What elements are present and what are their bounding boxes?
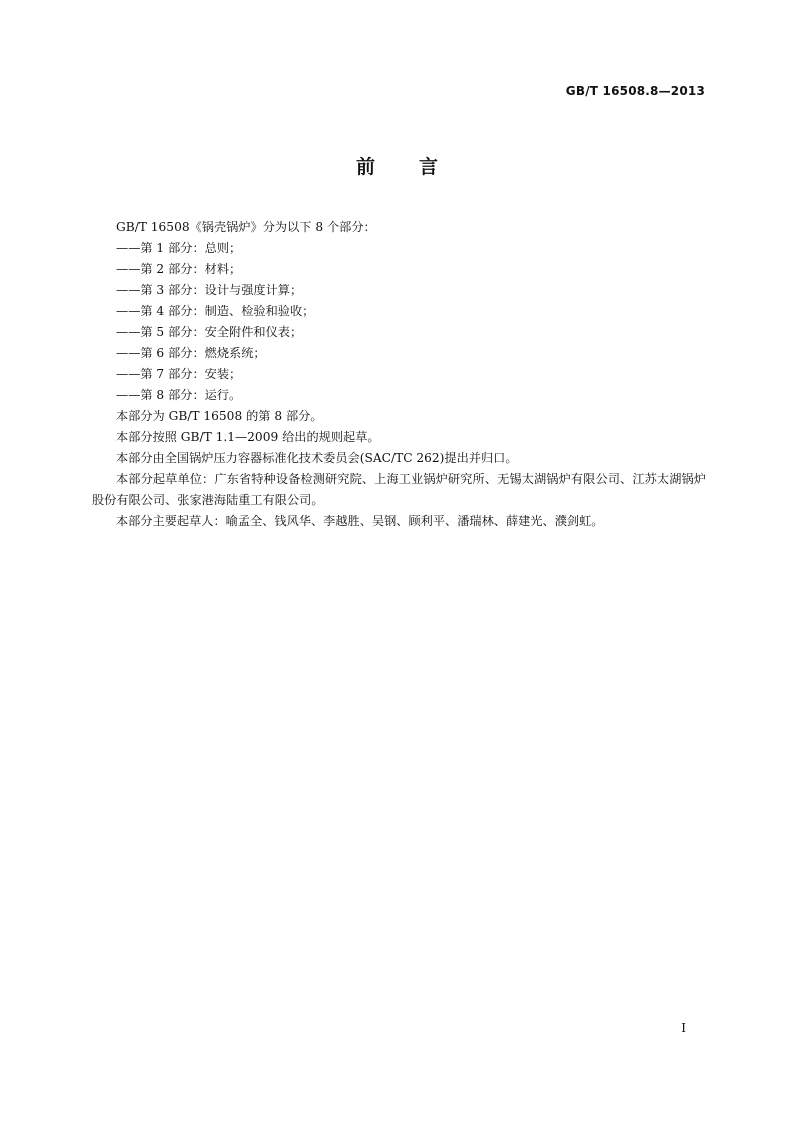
page-number: I bbox=[681, 1021, 686, 1035]
proposed-by-paragraph: 本部分由全国锅炉压力容器标准化技术委员会(SAC/TC 262)提出并归口。 bbox=[116, 451, 518, 465]
scope-paragraph: 本部分为 GB/T 16508 的第 8 部分。 bbox=[116, 409, 323, 423]
list-item: ——第 5 部分：安全附件和仪表； bbox=[116, 325, 303, 339]
drafters-paragraph: 本部分主要起草人：喻孟全、钱风华、李越胜、吴钢、顾利平、潘瑞林、薛建光、濮剑虹。 bbox=[116, 514, 604, 528]
list-item: ——第 6 部分：燃烧系统； bbox=[116, 346, 266, 360]
list-item: ——第 4 部分：制造、检验和验收； bbox=[116, 304, 315, 318]
drafting-units-paragraph: 本部分起草单位：广东省特种设备检测研究院、上海工业锅炉研究所、无锡太湖锅炉有限公司、江苏太湖锅炉股份有限公司、张家港海陆重工有限公司。 bbox=[92, 472, 706, 507]
drafting-rule-paragraph: 本部分按照 GB/T 1.1—2009 给出的规则起草。 bbox=[116, 430, 380, 444]
list-item: ——第 7 部分：安装； bbox=[116, 367, 242, 381]
list-item: ——第 3 部分：设计与强度计算； bbox=[116, 283, 303, 297]
list-item: ——第 8 部分：运行。 bbox=[116, 388, 242, 402]
standard-code: GB/T 16508.8—2013 bbox=[565, 84, 705, 98]
list-item: ——第 1 部分：总则； bbox=[116, 241, 242, 255]
list-item: ——第 2 部分：材料； bbox=[116, 262, 242, 276]
intro-paragraph: GB/T 16508《锅壳锅炉》分为以下 8 个部分： bbox=[116, 220, 376, 234]
page-title: 前言 bbox=[355, 156, 482, 178]
foreword-body bbox=[92, 217, 706, 532]
